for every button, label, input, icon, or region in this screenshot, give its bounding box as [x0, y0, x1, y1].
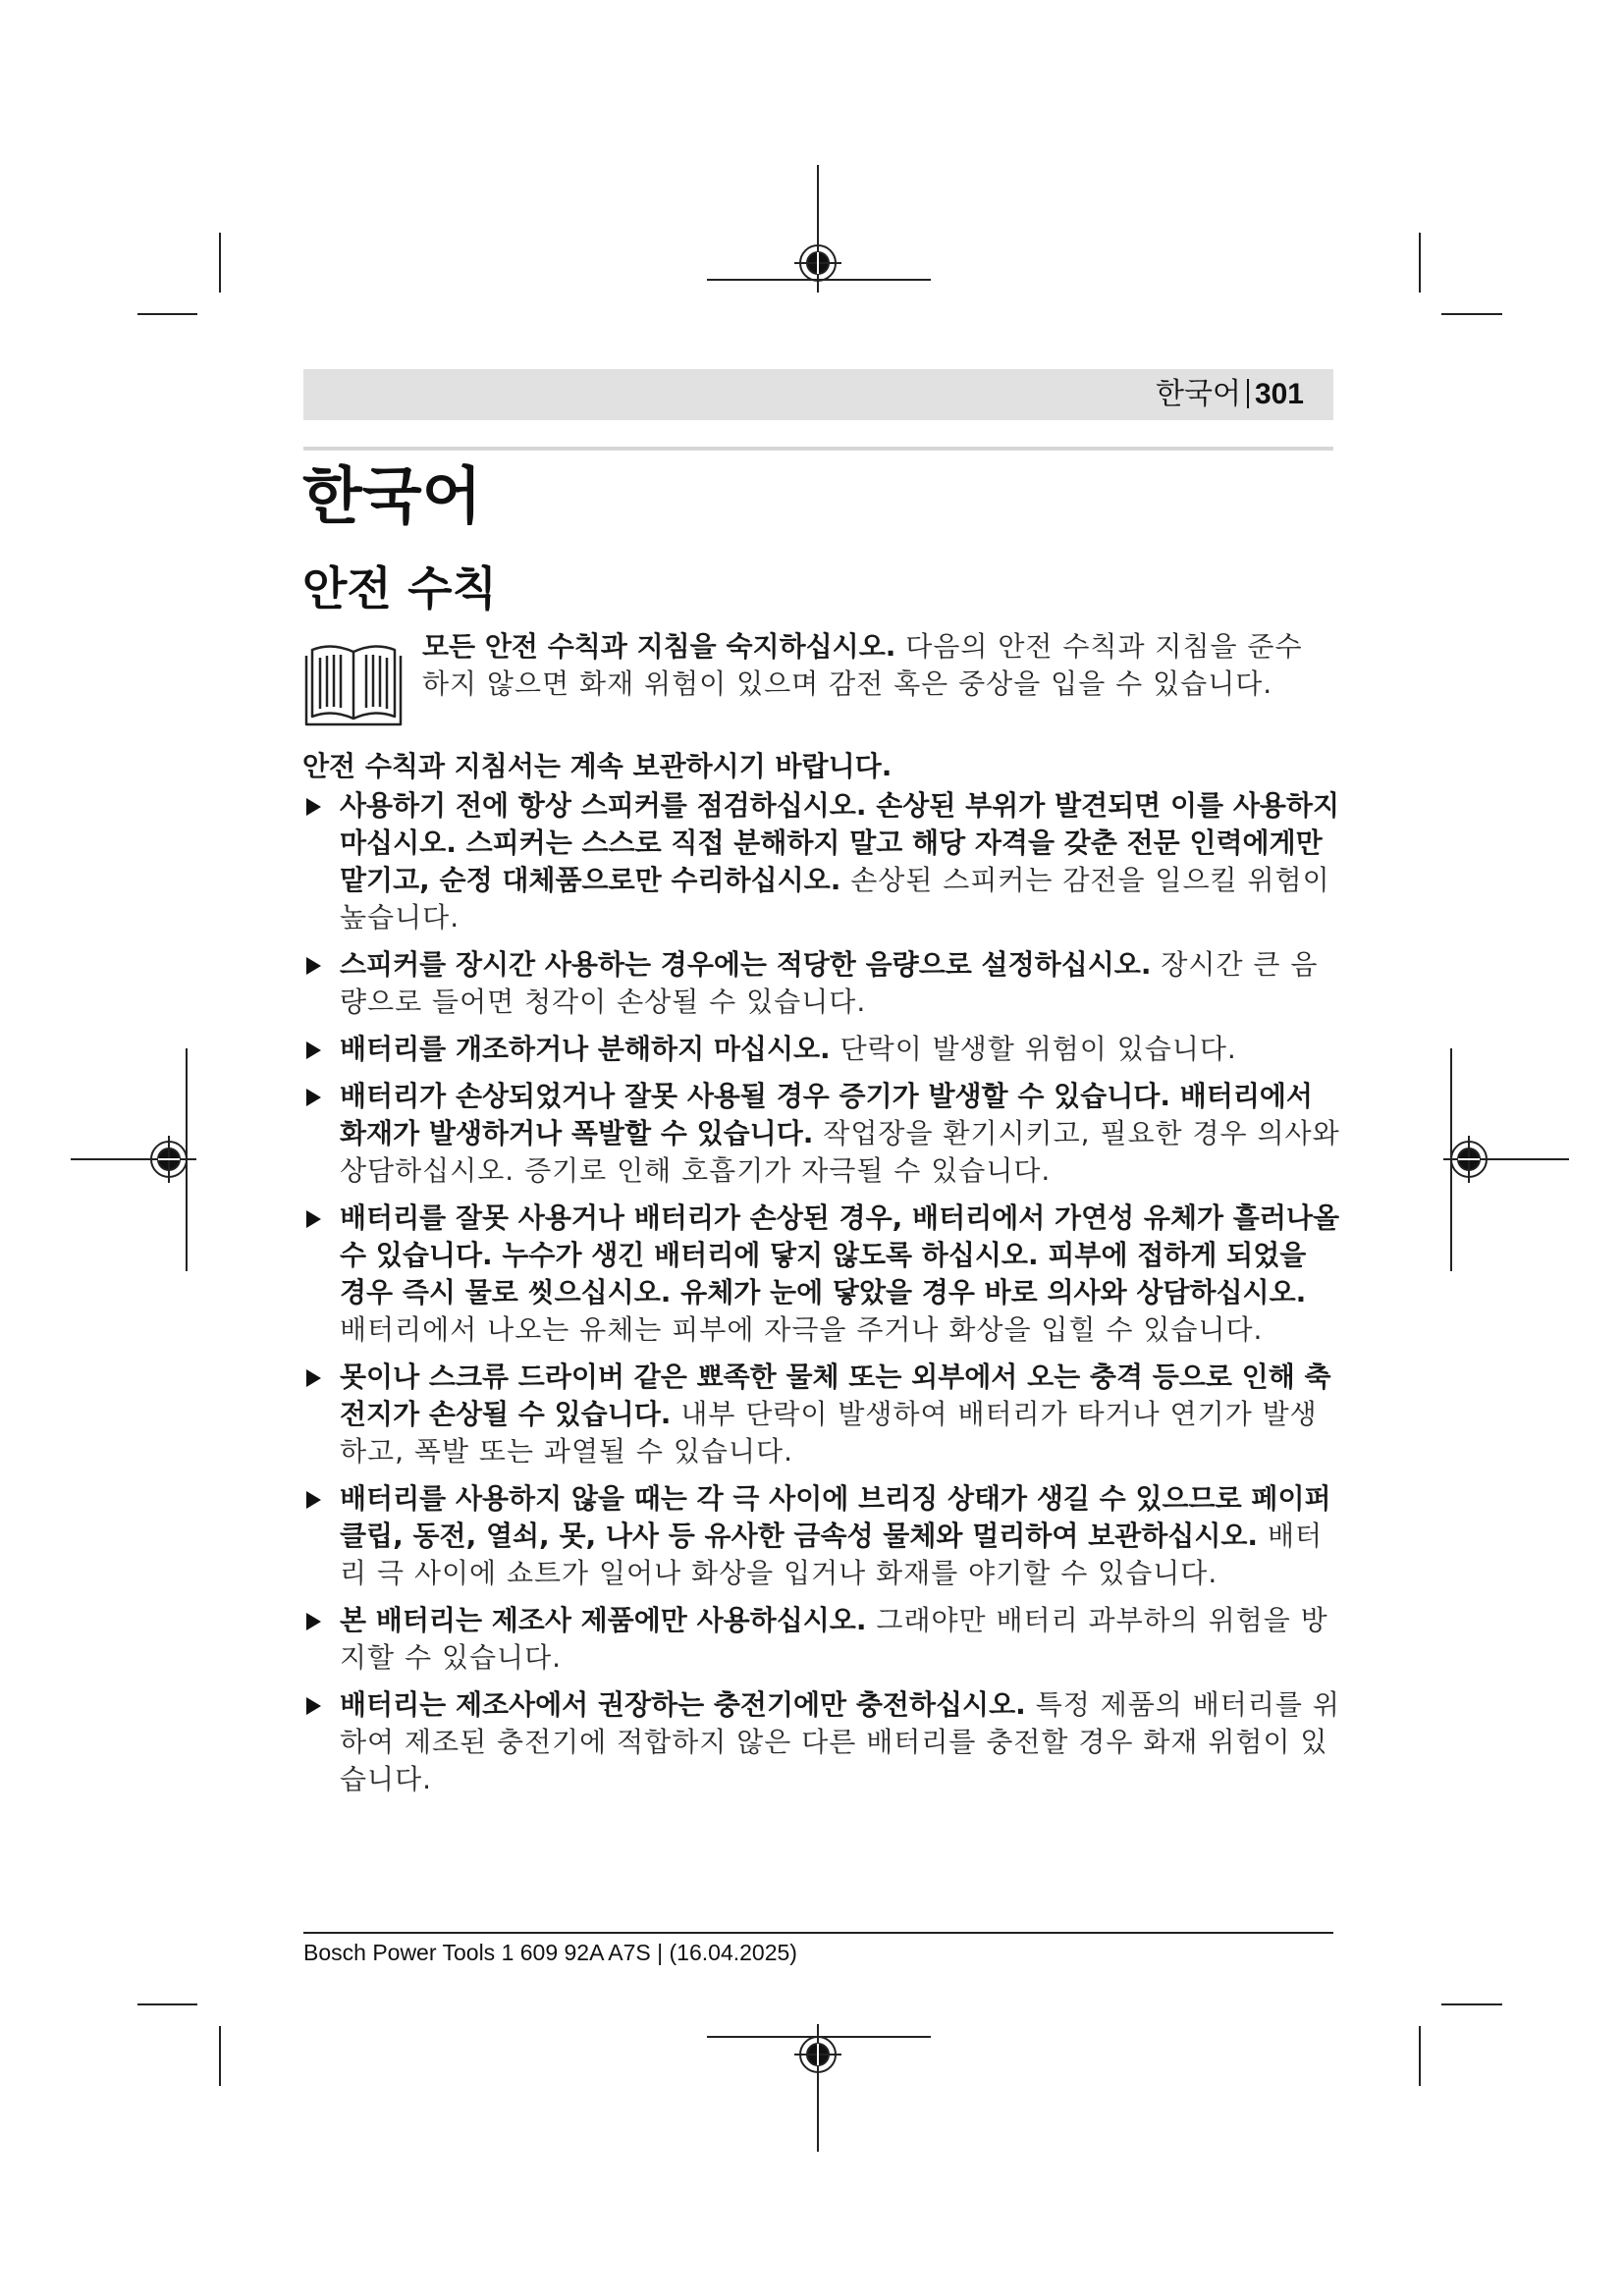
item-text: 배터리에서 나오는 유체는 피부에 자극을 주거나 화상을 입힐 수 있습니다.: [340, 1313, 1264, 1346]
list-item: [300, 946, 1341, 1021]
bullet-triangle-icon: [306, 798, 321, 816]
item-bold: 배터리가 손상되었거나 잘못 사용될 경우 증기가 발생할 수 있습니다. 배터리에서 화재가 발생하거나 폭발할 수 있습니다.: [340, 1080, 1313, 1149]
bullet-triangle-icon: [306, 1697, 321, 1715]
list-item: [300, 1200, 1341, 1349]
list-item: [300, 1480, 1341, 1592]
bullet-triangle-icon: [306, 1089, 321, 1106]
list-item: [300, 1602, 1341, 1677]
item-text: 손상된 스피커는 감전을 일으킬 위험이 높습니다.: [340, 864, 1330, 934]
safety-intro: [422, 628, 1326, 703]
item-bold: 배터리는 제조사에서 권장하는 충전기에만 충전하십시오.: [340, 1688, 1026, 1721]
intro-text: 다음의 안전 수칙과 지침을 준수하지 않으면 화재 위험이 있으며 감전 혹은 중상을 입을 수 있습니다.: [422, 630, 1303, 700]
header-separator: [1247, 379, 1249, 408]
item-bold: 못이나 스크류 드라이버 같은 뾰족한 물체 또는 외부에서 오는 충격 등으로 인해 축전지가 손상될 수 있습니다.: [340, 1361, 1331, 1430]
bullet-triangle-icon: [306, 1041, 321, 1059]
item-text: 그래야만 배터리 과부하의 위험을 방지할 수 있습니다.: [340, 1604, 1328, 1674]
item-bold: 본 배터리는 제조사 제품에만 사용하십시오.: [340, 1604, 867, 1636]
item-text: 특정 제품의 배터리를 위하여 제조된 충전기에 적합하지 않은 다른 배터리를 충전할 경우 화재 위험이 있습니다.: [340, 1688, 1340, 1795]
footer-rule: [303, 1932, 1333, 1934]
item-bold: 스피커를 장시간 사용하는 경우에는 적당한 음량으로 설정하십시오.: [340, 948, 1152, 981]
list-item: [300, 1078, 1341, 1190]
page-footer: Bosch Power Tools 1 609 92A A7S | (16.04.2025): [303, 1940, 797, 1965]
list-item: [300, 787, 1341, 936]
page-title: 한국어: [302, 460, 482, 532]
page-header: [1156, 379, 1304, 410]
header-section-label: 한국어: [1155, 378, 1241, 410]
item-bold: 배터리를 잘못 사용거나 배터리가 손상된 경우, 배터리에서 가연성 유체가 흘러나올 수 있습니다. 누수가 생긴 배터리에 닿지 않도록 하십시오. 피부에 접하게 되었을 경우 즉시 물로 씻으십시오. 유체가 눈에 닿았을 경우 바로 의사와 상담하십시오.: [340, 1201, 1340, 1308]
section-title: 안전 수칙: [302, 562, 497, 616]
item-bold: 배터리를 사용하지 않을 때는 각 극 사이에 브리징 상태가 생길 수 있으므로 페이퍼 클립, 동전, 열쇠, 못, 나사 등 유사한 금속성 물체와 멀리하여 보관하십시오.: [340, 1482, 1331, 1552]
page-number: 301: [1254, 378, 1304, 410]
item-text: 내부 단락이 발생하여 배터리가 타거나 연기가 발생하고, 폭발 또는 과열될 수 있습니다.: [340, 1398, 1318, 1468]
open-book-icon: [302, 636, 405, 728]
item-bold: 사용하기 전에 항상 스피커를 점검하십시오. 손상된 부위가 발견되면 이를 사용하지 마십시오. 스피커는 스스로 직접 분해하지 말고 해당 자격을 갖춘 전문 인력에게만 맡기고, 순정 대체품으로만 수리하십시오.: [340, 789, 1340, 896]
item-text: 장시간 큰 음량으로 들어면 청각이 손상될 수 있습니다.: [340, 948, 1319, 1018]
item-text: 작업장을 환기시키고, 필요한 경우 의사와 상담하십시오. 증기로 인해 호흡기가 자극될 수 있습니다.: [340, 1117, 1340, 1187]
item-text: 단락이 발생할 위험이 있습니다.: [830, 1033, 1237, 1065]
safety-list: [300, 787, 1341, 1808]
intro-bold: 모든 안전 수칙과 지침을 숙지하십시오.: [422, 630, 896, 663]
list-item: [300, 1686, 1341, 1798]
item-text: 배터리 극 사이에 쇼트가 일어나 화상을 입거나 화재를 야기할 수 있습니다.: [340, 1520, 1324, 1589]
item-bold: 배터리를 개조하거나 분해하지 마십시오.: [340, 1033, 831, 1065]
bullet-triangle-icon: [306, 1613, 321, 1630]
list-item: [300, 1031, 1341, 1068]
list-item: [300, 1359, 1341, 1470]
page-header-band: [303, 369, 1333, 420]
bullet-triangle-icon: [306, 1491, 321, 1509]
bullet-triangle-icon: [306, 1210, 321, 1228]
header-rule: [303, 447, 1333, 451]
bullet-triangle-icon: [306, 957, 321, 975]
keep-instructions-note: 안전 수칙과 지침서는 계속 보관하시기 바랍니다.: [302, 750, 893, 782]
bullet-triangle-icon: [306, 1369, 321, 1387]
